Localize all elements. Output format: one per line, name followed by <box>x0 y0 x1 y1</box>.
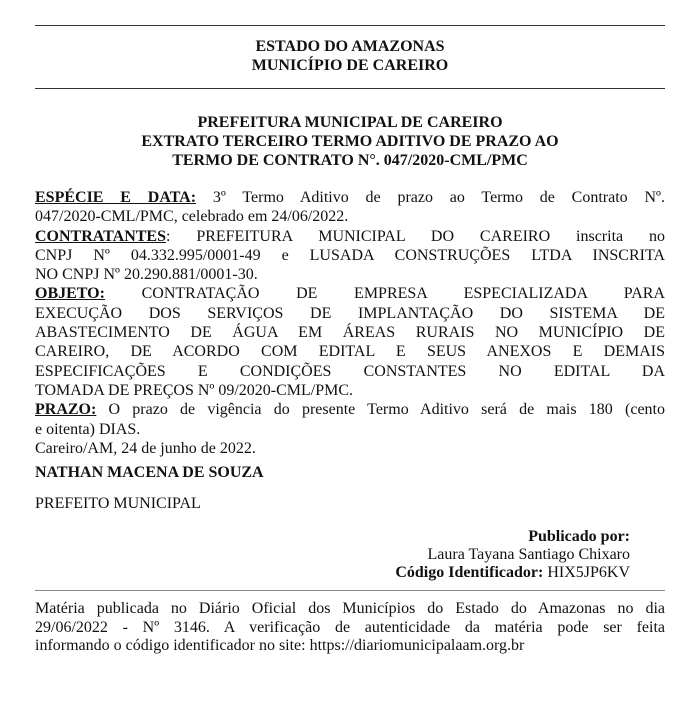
especie-label: ESPÉCIE E DATA: <box>35 189 197 206</box>
footer-line: informando o código identificador no site: https://diariomunicipalaam.org.br <box>35 637 525 654</box>
prazo-line: e oitenta) DIAS. <box>35 420 141 438</box>
signer-role: PREFEITO MUNICIPAL <box>35 495 201 512</box>
especie-line: ESPÉCIE E DATA: 3º Termo Aditivo de prazo ao Termo de Contrato Nº. <box>35 189 665 206</box>
municipality-name: MUNICÍPIO DE CAREIRO <box>251 57 449 74</box>
objeto-line: EXECUÇÃO DOS SERVIÇOS DE IMPLANTAÇÃO DO SISTEMA DE <box>35 304 665 322</box>
objeto-line: ESPECIFICAÇÕES E CONDIÇÕES CONSTANTES NO EDITAL DA <box>35 362 665 380</box>
contratantes-line: NO CNPJ Nº 20.290.881/0001-30. <box>35 266 258 284</box>
objeto-label: OBJETO: <box>35 285 105 303</box>
footer-note <box>35 600 665 656</box>
title-line: EXTRATO TERCEIRO TERMO ADITIVO DE PRAZO AO <box>141 133 559 150</box>
title-line: PREFEITURA MUNICIPAL DE CAREIRO <box>197 114 503 131</box>
publication-info <box>35 528 630 582</box>
footer-line: Matéria publicada no Diário Oficial dos Municípios do Estado do Amazonas no dia <box>35 600 665 617</box>
published-by-label: Publicado por: <box>528 528 630 545</box>
objeto-line: ABASTECIMENTO DE ÁGUA EM ÁREAS RURAIS NO MUNICÍPIO DE <box>35 324 665 342</box>
identifier-code: HIX5JP6KV <box>543 564 630 581</box>
publisher-name: Laura Tayana Santiago Chixaro <box>427 546 630 563</box>
place-date: Careiro/AM, 24 de junho de 2022. <box>35 439 256 457</box>
state-header <box>35 37 665 75</box>
especie-line: 047/2020-CML/PMC, celebrado em 24/06/2022. <box>35 208 349 226</box>
document-title <box>35 113 665 170</box>
contratantes-line: CNPJ Nº 04.332.995/0001-49 e LUSADA CONSTRUÇÕES LTDA INSCRITA <box>35 246 665 264</box>
state-name: ESTADO DO AMAZONAS <box>255 38 445 55</box>
contratantes-line: CONTRATANTES: PREFEITURA MUNICIPAL DO CAREIRO inscrita no <box>35 227 665 245</box>
contratantes-label: CONTRATANTES <box>35 227 166 245</box>
footer-divider <box>35 590 665 591</box>
prazo-line: PRAZO: O prazo de vigência do presente Termo Aditivo será de mais 180 (cento <box>35 401 665 419</box>
top-divider <box>35 25 665 26</box>
objeto-line: CAREIRO, DE ACORDO COM EDITAL E SEUS ANEXOS E DEMAIS <box>35 343 665 361</box>
code-label: Código Identificador: <box>395 564 544 581</box>
objeto-line: TOMADA DE PREÇOS Nº 09/2020-CML/PMC. <box>35 381 354 399</box>
objeto-line: OBJETO: CONTRATAÇÃO DE EMPRESA ESPECIALIZADA PARA <box>35 285 665 303</box>
signer-name: NATHAN MACENA DE SOUZA <box>35 464 264 481</box>
header-divider <box>35 88 665 89</box>
document-body <box>35 188 665 458</box>
footer-line: 29/06/2022 - Nº 3146. A verificação de autenticidade da matéria pode ser feita <box>35 618 665 636</box>
prazo-label: PRAZO: <box>35 401 97 419</box>
title-line: TERMO DE CONTRATO N°. 047/2020-CML/PMC <box>172 152 528 169</box>
